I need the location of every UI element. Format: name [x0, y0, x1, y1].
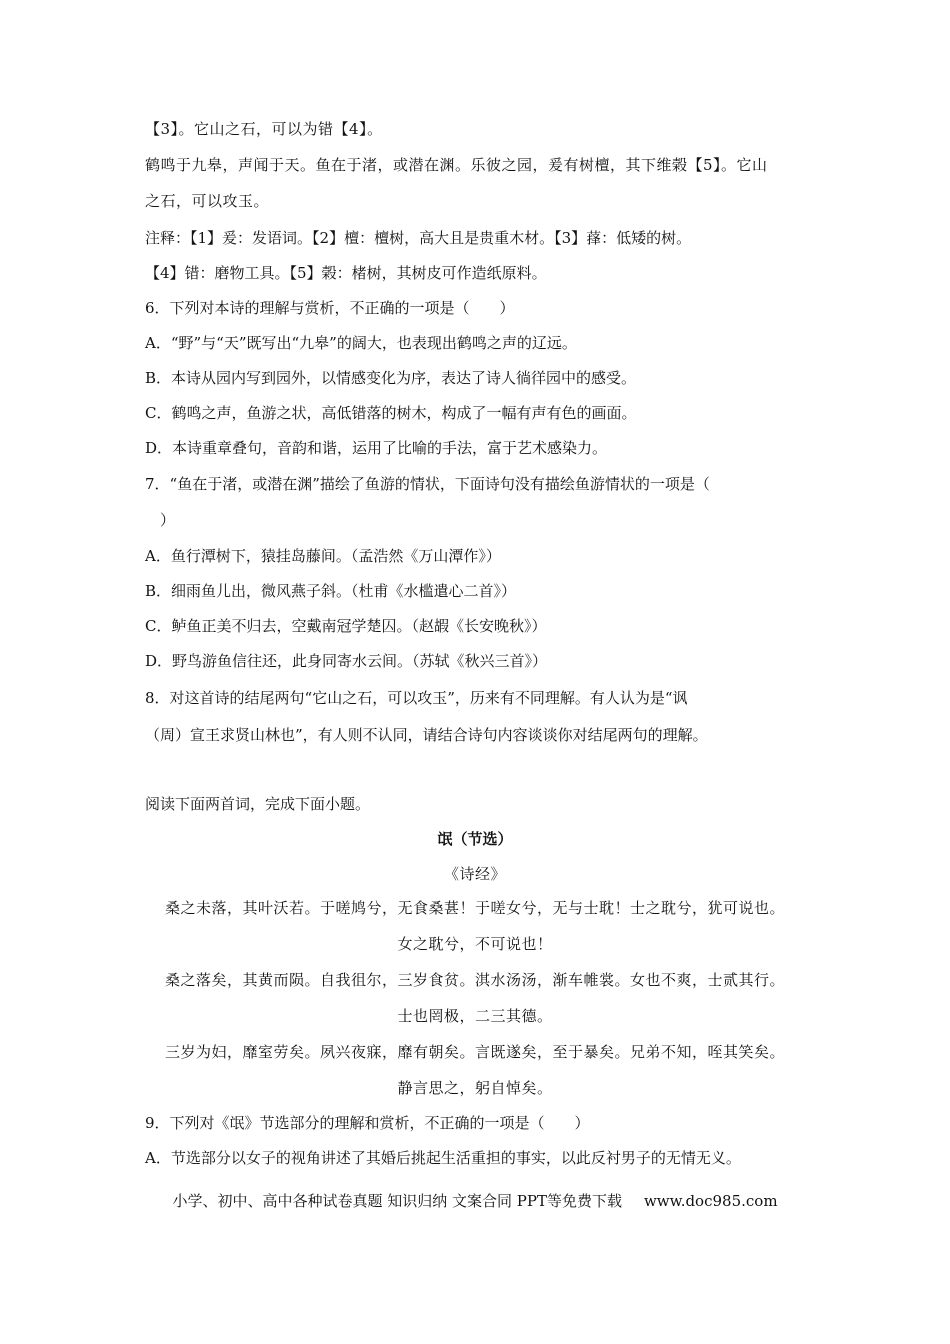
poem-stanza-1-line-1: 桑之未落，其叶沃若。于嗟鸠兮，无食桑葚！于嗟女兮，无与士耽！士之耽兮，犹可说也。 — [164, 899, 785, 917]
annotation-line-2: 【4】错：磨物工具。【5】榖：楮树，其树皮可作造纸原料。 — [145, 264, 547, 282]
question-8-line-2: （周）宣王求贤山林也”，有人则不认同，请结合诗句内容谈谈你对结尾两句的理解。 — [145, 726, 708, 744]
poem-line-1: 【3】。它山之石，可以为错【4】。 — [145, 120, 383, 138]
question-8-line-1: 8．对这首诗的结尾两句“它山之石，可以攻玉”，历来有不同理解。有人认为是“讽 — [145, 689, 688, 707]
question-7-option-a: A．鱼行潭树下，猿挂岛藤间。（孟浩然《万山潭作》） — [145, 547, 501, 565]
poem-title: 氓（节选） — [437, 830, 513, 848]
question-6: 6．下列对本诗的理解与赏析，不正确的一项是（ ） — [145, 299, 515, 317]
poem-source: 《诗经》 — [443, 865, 506, 883]
question-6-option-d: D．本诗重章叠句，音韵和谐，运用了比喻的手法，富于艺术感染力。 — [145, 439, 608, 457]
poem-stanza-3-line-1: 三岁为妇，靡室劳矣。夙兴夜寐，靡有朝矣。言既遂矣，至于暴矣。兄弟不知，咥其笑矣。 — [164, 1043, 785, 1061]
page-footer — [0, 1191, 950, 1211]
question-7-bracket: ） — [145, 511, 176, 529]
poem-line-3: 之石，可以攻玉。 — [145, 192, 270, 210]
footer-url[interactable]: www.doc985.com — [643, 1192, 778, 1210]
poem-stanza-1-line-2: 女之耽兮，不可说也！ — [397, 935, 553, 953]
poem-line-2: 鹤鸣于九皋，声闻于天。鱼在于渚，或潜在渊。乐彼之园，爰有树檀，其下维榖【5】。它山 — [145, 156, 768, 174]
annotation-line-1: 注释：【1】爰：发语词。【2】檀：檀树，高大且是贵重木材。【3】萚：低矮的树。 — [145, 229, 692, 247]
poem-stanza-2-line-1: 桑之落矣，其黄而陨。自我徂尔，三岁食贫。淇水汤汤，渐车帷裳。女也不爽，士贰其行。 — [164, 971, 785, 989]
question-6-option-c: C．鹤鸣之声，鱼游之状，高低错落的树木，构成了一幅有声有色的画面。 — [145, 404, 637, 422]
question-7-option-d: D．野鸟游鱼信往还，此身同寄水云间。（苏轼《秋兴三首》） — [145, 652, 548, 670]
question-9-option-a: A．节选部分以女子的视角讲述了其婚后挑起生活重担的事实，以此反衬男子的无情无义。 — [145, 1149, 741, 1167]
question-6-option-b: B．本诗从园内写到园外，以情感变化为序，表达了诗人徜徉园中的感受。 — [145, 369, 637, 387]
question-7-option-b: B．细雨鱼儿出，微风燕子斜。（杜甫《水槛遣心二首》） — [145, 582, 517, 600]
question-7: 7．“鱼在于渚，或潜在渊”描绘了鱼游的情状，下面诗句没有描绘鱼游情状的一项是（ — [145, 475, 710, 493]
reading-instruction: 阅读下面两首词，完成下面小题。 — [145, 795, 371, 813]
poem-stanza-3-line-2: 静言思之，躬自悼矣。 — [397, 1079, 553, 1097]
footer-text: 小学、初中、高中各种试卷真题 知识归纳 文案合同 PPT等免费下载 — [172, 1192, 622, 1210]
question-7-option-c: C．鲈鱼正美不归去，空戴南冠学楚囚。（赵嘏《长安晚秋》） — [145, 617, 547, 635]
poem-stanza-2-line-2: 士也罔极，二三其德。 — [397, 1007, 553, 1025]
question-6-option-a: A．“野”与“天”既写出“九皋”的阔大，也表现出鹤鸣之声的辽远。 — [145, 334, 577, 352]
question-9: 9．下列对《氓》节选部分的理解和赏析，不正确的一项是（ ） — [145, 1114, 590, 1132]
